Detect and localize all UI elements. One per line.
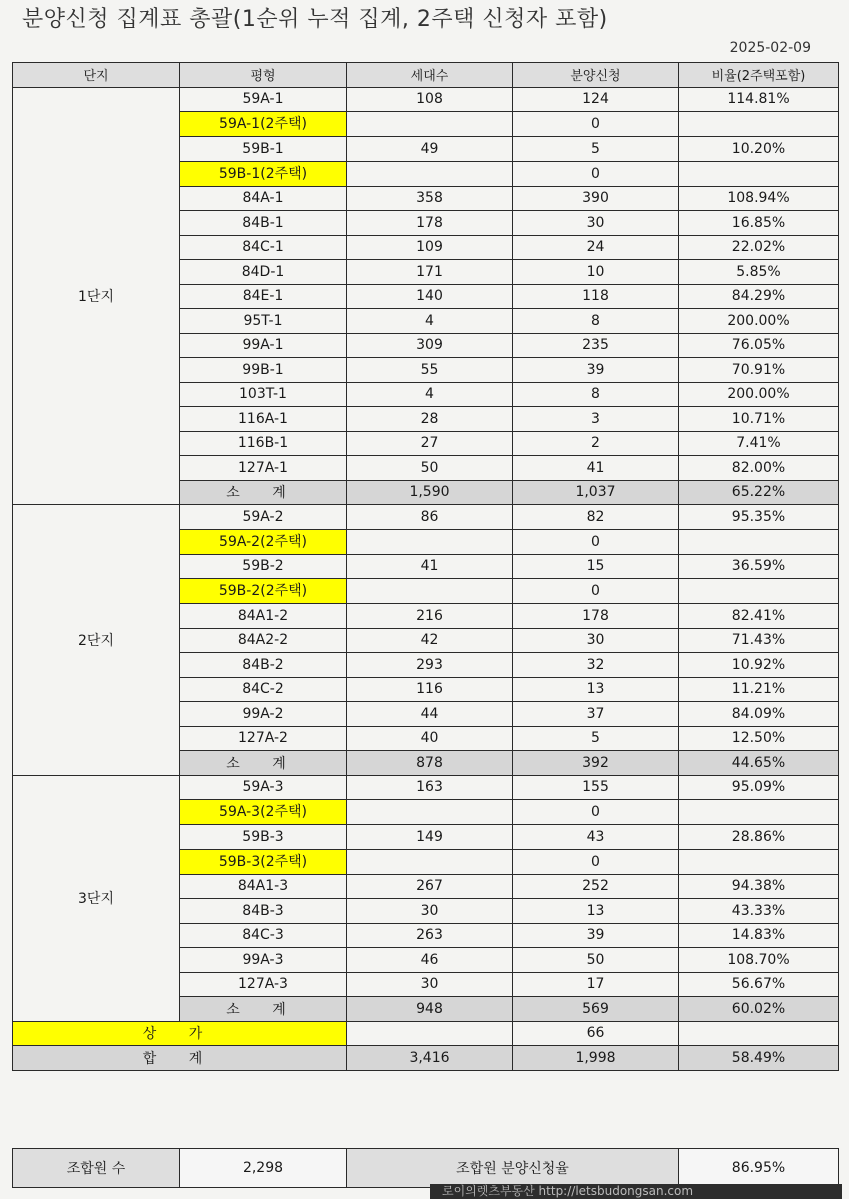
subtotal-units: 878 xyxy=(347,751,513,776)
ratio-cell xyxy=(679,579,839,604)
unit-type-cell xyxy=(180,579,347,604)
ratio-cell: 114.81% xyxy=(679,87,839,112)
ratio-cell: 84.09% xyxy=(679,702,839,727)
applications-cell: 0 xyxy=(513,849,679,874)
unit-type-cell: 84B-1 xyxy=(180,211,347,236)
applications-cell: 0 xyxy=(513,800,679,825)
total-ratio: 58.49% xyxy=(679,1046,839,1071)
two-house-type-label: 59B-3(2주택) xyxy=(180,850,346,874)
applications-cell: 50 xyxy=(513,948,679,973)
ratio-cell: 108.70% xyxy=(679,948,839,973)
unit-type-cell: 116A-1 xyxy=(180,407,347,432)
unit-type-cell: 84C-3 xyxy=(180,923,347,948)
units-cell: 42 xyxy=(347,628,513,653)
unit-type-cell: 59B-1 xyxy=(180,137,347,162)
units-cell: 358 xyxy=(347,186,513,211)
applications-cell: 30 xyxy=(513,628,679,653)
unit-type-cell: 127A-3 xyxy=(180,972,347,997)
applications-cell: 82 xyxy=(513,505,679,530)
ratio-cell: 14.83% xyxy=(679,923,839,948)
applications-cell: 0 xyxy=(513,529,679,554)
units-cell: 140 xyxy=(347,284,513,309)
unit-type-cell: 99A-1 xyxy=(180,333,347,358)
applications-cell: 13 xyxy=(513,677,679,702)
ratio-cell: 10.92% xyxy=(679,653,839,678)
union-rate-value: 86.95% xyxy=(679,1149,839,1188)
unit-type-cell: 84A1-2 xyxy=(180,604,347,629)
ratio-cell xyxy=(679,849,839,874)
unit-type-cell: 84B-3 xyxy=(180,899,347,924)
two-house-type-label: 59B-1(2주택) xyxy=(180,162,346,186)
units-cell: 309 xyxy=(347,333,513,358)
two-house-type-label: 59A-3(2주택) xyxy=(180,800,346,824)
units-cell: 4 xyxy=(347,382,513,407)
applications-cell: 5 xyxy=(513,137,679,162)
ratio-cell: 5.85% xyxy=(679,260,839,285)
units-cell: 28 xyxy=(347,407,513,432)
two-house-type-label: 59B-2(2주택) xyxy=(180,579,346,603)
units-cell: 4 xyxy=(347,309,513,334)
unit-type-cell: 95T-1 xyxy=(180,309,347,334)
ratio-cell: 10.20% xyxy=(679,137,839,162)
ratio-cell: 56.67% xyxy=(679,972,839,997)
applications-cell: 13 xyxy=(513,899,679,924)
table-row xyxy=(13,505,839,530)
units-cell xyxy=(347,849,513,874)
summary-table xyxy=(12,62,839,1071)
unit-type-cell: 116B-1 xyxy=(180,431,347,456)
subtotal-ratio: 60.02% xyxy=(679,997,839,1022)
unit-type-cell xyxy=(180,529,347,554)
applications-cell: 8 xyxy=(513,382,679,407)
applications-cell: 30 xyxy=(513,211,679,236)
applications-cell: 32 xyxy=(513,653,679,678)
table-row xyxy=(13,87,839,112)
two-house-type-label: 59A-2(2주택) xyxy=(180,530,346,554)
unit-type-cell: 84A1-3 xyxy=(180,874,347,899)
unit-type-cell: 59B-3 xyxy=(180,825,347,850)
units-cell xyxy=(347,161,513,186)
subtotal-units: 1,590 xyxy=(347,480,513,505)
units-cell: 149 xyxy=(347,825,513,850)
units-cell xyxy=(347,529,513,554)
applications-cell: 39 xyxy=(513,923,679,948)
union-members-label: 조합원 수 xyxy=(13,1149,180,1188)
total-units: 3,416 xyxy=(347,1046,513,1071)
ratio-cell: 82.41% xyxy=(679,604,839,629)
unit-type-cell xyxy=(180,849,347,874)
union-summary-table xyxy=(12,1148,839,1188)
applications-cell: 2 xyxy=(513,431,679,456)
applications-cell: 24 xyxy=(513,235,679,260)
applications-cell: 0 xyxy=(513,579,679,604)
ratio-cell xyxy=(679,161,839,186)
subtotal-ratio: 65.22% xyxy=(679,480,839,505)
ratio-cell: 200.00% xyxy=(679,382,839,407)
unit-type-cell: 127A-2 xyxy=(180,726,347,751)
units-cell: 40 xyxy=(347,726,513,751)
unit-type-cell: 59B-2 xyxy=(180,554,347,579)
ratio-cell: 71.43% xyxy=(679,628,839,653)
unit-type-cell: 59A-2 xyxy=(180,505,347,530)
subtotal-units: 948 xyxy=(347,997,513,1022)
units-cell: 216 xyxy=(347,604,513,629)
units-cell: 109 xyxy=(347,235,513,260)
unit-type-cell: 84D-1 xyxy=(180,260,347,285)
ratio-cell: 16.85% xyxy=(679,211,839,236)
units-cell: 55 xyxy=(347,358,513,383)
unit-type-cell: 59A-3 xyxy=(180,775,347,800)
complex-name-cell: 1단지 xyxy=(13,87,180,505)
page-title: 분양신청 집계표 총괄(1순위 누적 집계, 2주택 신청자 포함) xyxy=(22,7,608,32)
units-cell: 41 xyxy=(347,554,513,579)
applications-cell: 17 xyxy=(513,972,679,997)
header-complex: 단지 xyxy=(13,63,180,88)
ratio-cell: 28.86% xyxy=(679,825,839,850)
units-cell xyxy=(347,800,513,825)
applications-cell: 124 xyxy=(513,87,679,112)
applications-cell: 155 xyxy=(513,775,679,800)
ratio-cell: 200.00% xyxy=(679,309,839,334)
units-cell: 267 xyxy=(347,874,513,899)
unit-type-cell: 99A-3 xyxy=(180,948,347,973)
unit-type-cell: 84C-1 xyxy=(180,235,347,260)
unit-type-cell: 84E-1 xyxy=(180,284,347,309)
applications-cell: 235 xyxy=(513,333,679,358)
applications-cell: 0 xyxy=(513,112,679,137)
complex-name-cell: 3단지 xyxy=(13,775,180,1021)
store-row xyxy=(13,1021,839,1046)
unit-type-cell: 99B-1 xyxy=(180,358,347,383)
applications-cell: 252 xyxy=(513,874,679,899)
ratio-cell: 95.09% xyxy=(679,775,839,800)
subtotal-label: 소 계 xyxy=(180,997,347,1022)
ratio-cell xyxy=(679,529,839,554)
table-row xyxy=(13,775,839,800)
ratio-cell: 108.94% xyxy=(679,186,839,211)
units-cell: 46 xyxy=(347,948,513,973)
store-label: 상 가 xyxy=(13,1021,347,1046)
unit-type-cell xyxy=(180,800,347,825)
units-cell: 263 xyxy=(347,923,513,948)
subtotal-label: 소 계 xyxy=(180,480,347,505)
header-type: 평형 xyxy=(180,63,347,88)
subtotal-ratio: 44.65% xyxy=(679,751,839,776)
header-ratio: 비율(2주택포함) xyxy=(679,63,839,88)
units-cell: 49 xyxy=(347,137,513,162)
ratio-cell: 43.33% xyxy=(679,899,839,924)
subtotal-label: 소 계 xyxy=(180,751,347,776)
ratio-cell: 11.21% xyxy=(679,677,839,702)
unit-type-cell xyxy=(180,112,347,137)
units-cell: 27 xyxy=(347,431,513,456)
subtotal-applications: 392 xyxy=(513,751,679,776)
unit-type-cell xyxy=(180,161,347,186)
unit-type-cell: 84A-1 xyxy=(180,186,347,211)
total-label: 합 계 xyxy=(13,1046,347,1071)
applications-cell: 118 xyxy=(513,284,679,309)
applications-cell: 3 xyxy=(513,407,679,432)
units-cell: 30 xyxy=(347,899,513,924)
units-cell: 116 xyxy=(347,677,513,702)
applications-cell: 0 xyxy=(513,161,679,186)
units-cell xyxy=(347,579,513,604)
header-units: 세대수 xyxy=(347,63,513,88)
subtotal-applications: 569 xyxy=(513,997,679,1022)
applications-cell: 37 xyxy=(513,702,679,727)
ratio-cell: 10.71% xyxy=(679,407,839,432)
unit-type-cell: 103T-1 xyxy=(180,382,347,407)
applications-cell: 10 xyxy=(513,260,679,285)
ratio-cell: 76.05% xyxy=(679,333,839,358)
report-date: 2025-02-09 xyxy=(729,40,811,56)
ratio-cell xyxy=(679,112,839,137)
unit-type-cell: 84B-2 xyxy=(180,653,347,678)
units-cell: 30 xyxy=(347,972,513,997)
unit-type-cell: 84C-2 xyxy=(180,677,347,702)
applications-cell: 41 xyxy=(513,456,679,481)
ratio-cell: 94.38% xyxy=(679,874,839,899)
unit-type-cell: 59A-1 xyxy=(180,87,347,112)
units-cell: 178 xyxy=(347,211,513,236)
units-cell xyxy=(347,112,513,137)
applications-cell: 43 xyxy=(513,825,679,850)
applications-cell: 15 xyxy=(513,554,679,579)
unit-type-cell: 127A-1 xyxy=(180,456,347,481)
two-house-type-label: 59A-1(2주택) xyxy=(180,112,346,136)
store-ratio xyxy=(679,1021,839,1046)
store-units xyxy=(347,1021,513,1046)
units-cell: 163 xyxy=(347,775,513,800)
ratio-cell: 7.41% xyxy=(679,431,839,456)
units-cell: 171 xyxy=(347,260,513,285)
units-cell: 50 xyxy=(347,456,513,481)
total-applications: 1,998 xyxy=(513,1046,679,1071)
union-members-value: 2,298 xyxy=(180,1149,347,1188)
complex-name-cell: 2단지 xyxy=(13,505,180,776)
applications-cell: 39 xyxy=(513,358,679,383)
applications-cell: 5 xyxy=(513,726,679,751)
subtotal-applications: 1,037 xyxy=(513,480,679,505)
ratio-cell: 70.91% xyxy=(679,358,839,383)
watermark-banner: 로이의렛츠부동산 http://letsbudongsan.com xyxy=(430,1184,842,1199)
ratio-cell: 84.29% xyxy=(679,284,839,309)
units-cell: 86 xyxy=(347,505,513,530)
unit-type-cell: 99A-2 xyxy=(180,702,347,727)
units-cell: 108 xyxy=(347,87,513,112)
ratio-cell: 95.35% xyxy=(679,505,839,530)
total-row xyxy=(13,1046,839,1071)
applications-cell: 8 xyxy=(513,309,679,334)
ratio-cell: 82.00% xyxy=(679,456,839,481)
applications-cell: 178 xyxy=(513,604,679,629)
ratio-cell xyxy=(679,800,839,825)
store-applications: 66 xyxy=(513,1021,679,1046)
ratio-cell: 22.02% xyxy=(679,235,839,260)
unit-type-cell: 84A2-2 xyxy=(180,628,347,653)
units-cell: 293 xyxy=(347,653,513,678)
union-rate-label: 조합원 분양신청율 xyxy=(347,1149,679,1188)
header-applications: 분양신청 xyxy=(513,63,679,88)
header-row xyxy=(13,63,839,88)
units-cell: 44 xyxy=(347,702,513,727)
applications-cell: 390 xyxy=(513,186,679,211)
ratio-cell: 12.50% xyxy=(679,726,839,751)
ratio-cell: 36.59% xyxy=(679,554,839,579)
union-row xyxy=(13,1149,839,1188)
